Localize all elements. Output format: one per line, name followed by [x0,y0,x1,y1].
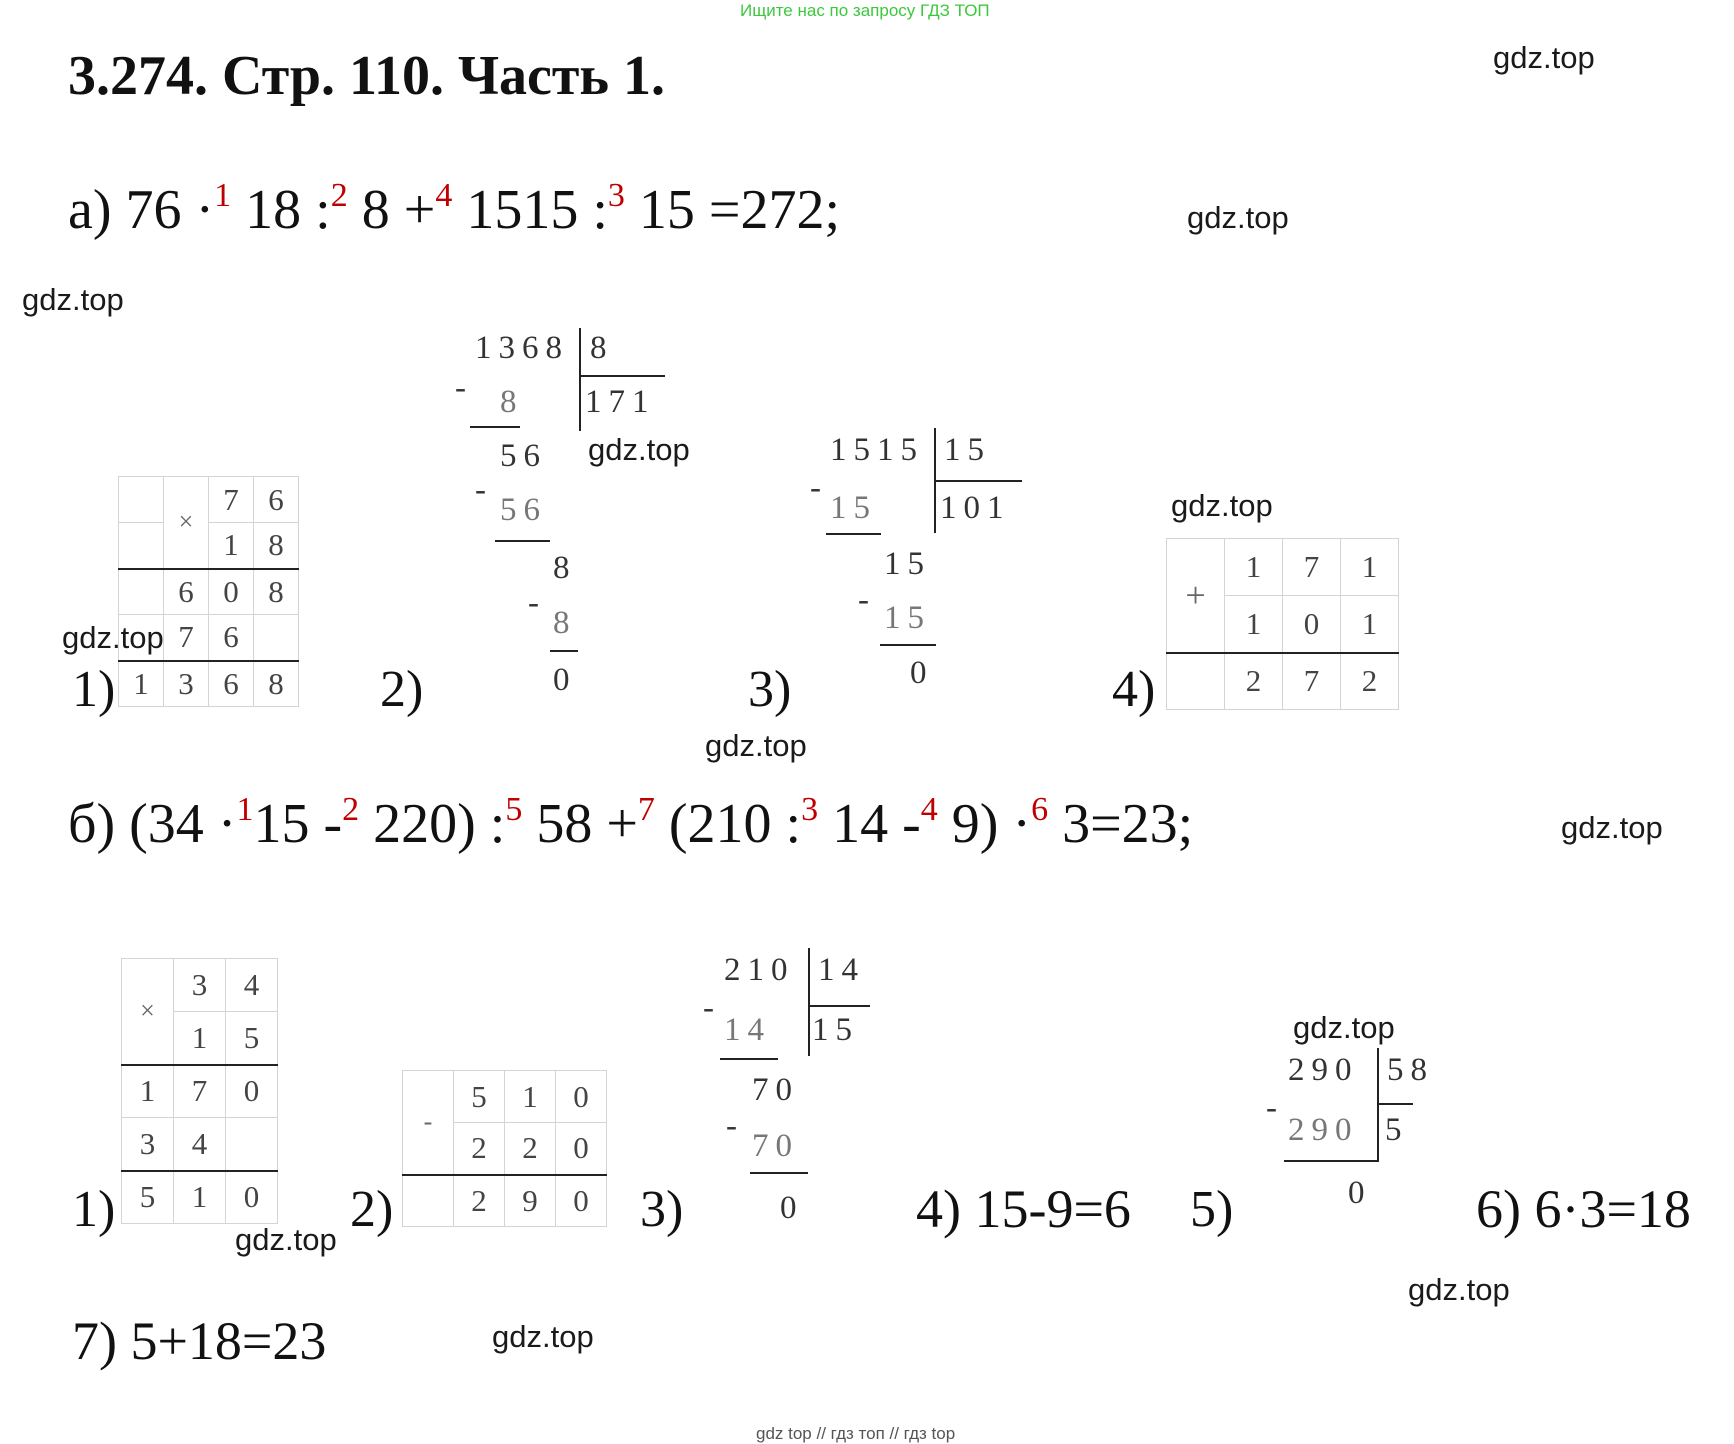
step-label: 2) [380,661,424,718]
minus-sign: - [475,472,493,508]
quotient: 171 [585,384,656,420]
dividend: 1368 [475,330,569,366]
promo-text: Ищите нас по запросу ГДЗ ТОП [740,1,990,20]
expression-b: б) (34 ·$^1$15 -$^2$ 220) :$^5$ 58 +$^7$ (210 :$^3$ 14 -$^4$ 9) ·$^6$ 3=23; [68,791,1194,855]
addition-grid: + 1 7 1 1 0 1 2 7 2 [1166,538,1399,710]
expression-a: а) 76 ·$^1$ 18 :$^2$ 8 +$^4$ 1515 :$^3$ 15 =272; [68,177,841,241]
step-6: 6) 6·3=18 [1476,1179,1691,1239]
watermark: gdz.top [1561,810,1663,845]
multiplication-grid: × 7 6 1 8 6 0 8 7 6 1 3 6 8 [118,476,299,707]
step-label: 3) [748,661,792,718]
order-mark: 3 [801,791,819,828]
minus-sign: - [858,582,876,618]
watermark: gdz.top [1408,1272,1510,1307]
watermark: gdz.top [1493,40,1595,75]
minus-sign: - [528,585,546,621]
order-mark: 1 [214,177,232,214]
order-mark: 1 [236,791,254,828]
order-mark: 7 [637,791,655,828]
step-label: 1) [72,1181,116,1238]
order-mark: 4 [435,177,453,214]
minus-sign: - [703,990,721,1026]
minus-sign: - [455,370,473,406]
minus-sign: - [726,1108,744,1144]
watermark: gdz.top [705,728,807,763]
footer-text: gdz top // гдз топ // гдз top [756,1424,956,1443]
subtraction-grid: - 5 1 0 2 2 0 2 9 0 [402,1070,607,1227]
dividend: 290 [1288,1052,1359,1088]
watermark: gdz.top [492,1319,594,1354]
watermark: gdz.top [1293,1010,1395,1045]
divisor: 15 [944,432,991,468]
step-label: 4) [1112,661,1156,718]
step-4: 4) 15-9=6 [916,1179,1131,1239]
quotient: 15 [812,1012,859,1048]
divisor: 14 [818,952,865,988]
watermark: gdz.top [62,620,164,655]
step-label: 3) [640,1181,684,1238]
watermark: gdz.top [22,282,124,317]
step-7: 7) 5+18=23 [72,1311,327,1371]
page-title: 3.274. Стр. 110. Часть 1. [68,45,666,107]
order-mark: 5 [505,791,523,828]
watermark: gdz.top [588,432,690,467]
step-label: 5) [1190,1181,1234,1238]
minus-sign: - [810,470,828,506]
order-mark: 2 [342,791,360,828]
quotient: 101 [940,490,1011,526]
step-label: 1) [72,661,116,718]
divisor: 58 [1387,1052,1434,1088]
watermark: gdz.top [1171,488,1273,523]
order-mark: 6 [1031,791,1049,828]
minus-sign: - [403,1071,454,1175]
dividend: 1515 [830,432,924,468]
quotient: 5 [1385,1112,1409,1148]
order-mark: 3 [607,177,625,214]
part-b-label: б) [68,793,116,855]
step-label: 2) [350,1181,394,1238]
watermark: gdz.top [235,1222,337,1257]
times-sign: × [164,477,209,569]
plus-sign: + [1167,539,1225,653]
part-a-label: а) [68,179,112,241]
divisor: 8 [590,330,614,366]
minus-sign: - [1266,1090,1284,1126]
multiplication-grid: × 3 4 1 5 1 7 0 3 4 5 1 0 [121,958,278,1224]
times-sign: × [122,959,174,1065]
order-mark: 2 [330,177,348,214]
dividend: 210 [724,952,795,988]
watermark: gdz.top [1187,200,1289,235]
order-mark: 4 [920,791,938,828]
